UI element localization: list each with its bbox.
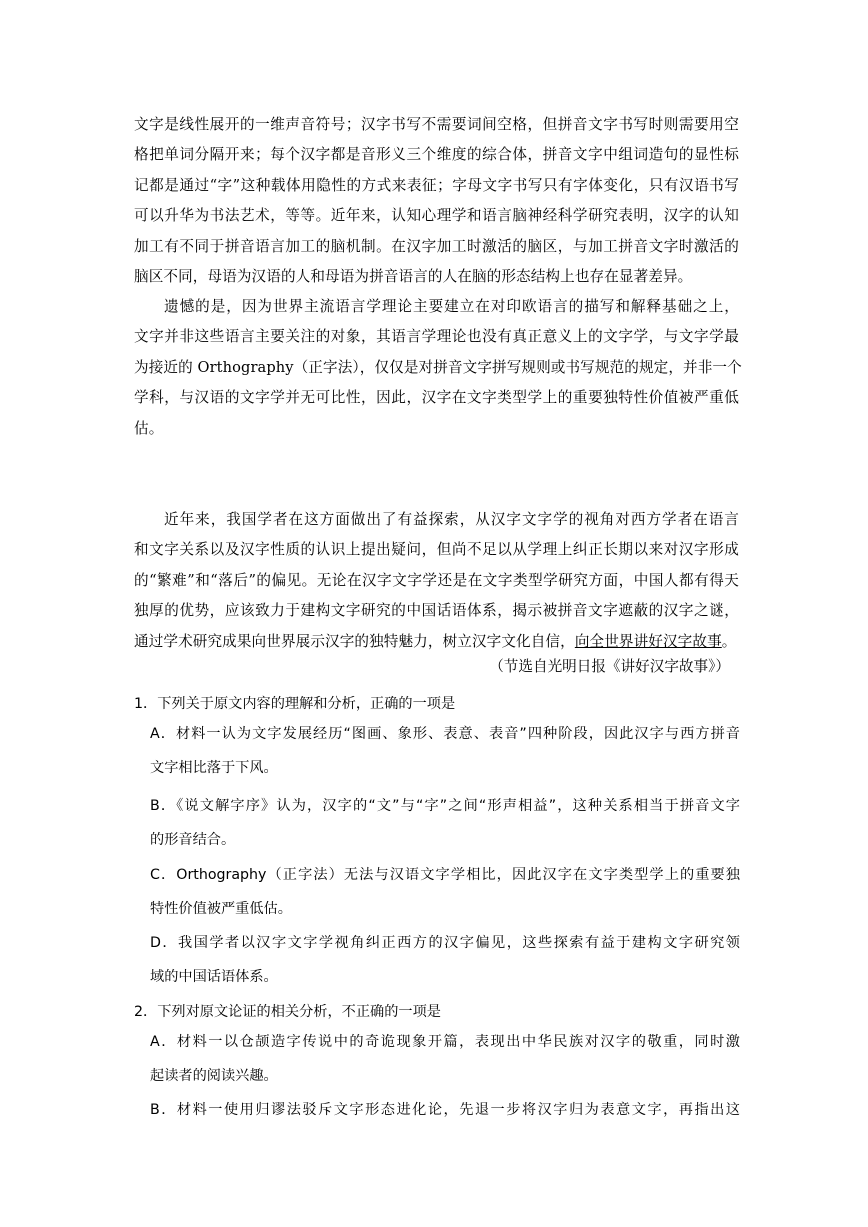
text-line: 可以升华为书法艺术，等等。近年来，认知心理学和语言脑神经科学研究表明，汉字的认知 xyxy=(134,207,739,225)
passage-paragraph-3 xyxy=(134,505,739,657)
question-1-option-b xyxy=(150,790,740,857)
passage-paragraph-1 xyxy=(134,110,739,292)
plain-text: 通过学术研究成果向世界展示汉字的独特魅力，树立汉字文化自信， xyxy=(134,632,575,650)
question-2-option-a xyxy=(150,1026,740,1093)
option-line: 域的中国话语体系。 xyxy=(150,968,278,985)
text-line: 为接近的 Orthography（正字法），仅仅是对拼音文字拼写规则或书写规范的规定，并非一个 xyxy=(134,358,742,376)
text-line: 估。 xyxy=(134,419,164,437)
text-line: 遗憾的是，因为世界主流语言学理论主要建立在对印欧语言的描写和解释基础之上， xyxy=(164,298,739,315)
option-line: A．材料一以仓颉造字传说中的奇诡现象开篇，表现出中华民族对汉字的敬重，同时激 xyxy=(150,1034,740,1050)
text-line: 脑区不同，母语为汉语的人和母语为拼音语言的人在脑的形态结构上也存在显著差异。 xyxy=(134,268,693,286)
question-1-option-a xyxy=(150,718,740,785)
question-1-stem: 1．下列关于原文内容的理解和分析，正确的一项是 xyxy=(134,696,456,712)
question-1-option-c xyxy=(150,859,740,926)
text-line: 记都是通过“字”这种载体用隐性的方式来表征；字母文字书写只有字体变化，只有汉语书写 xyxy=(134,176,739,194)
option-line: 特性价值被严重低估。 xyxy=(150,900,292,917)
text-line-final xyxy=(134,627,739,657)
option-line: A．材料一认为文字发展经历“图画、象形、表意、表音”四种阶段，因此汉字与西方拼音 xyxy=(150,726,740,742)
option-line: B．材料一使用归谬法驳斥文字形态进化论，先退一步将汉字归为表意文字，再指出这 xyxy=(150,1102,740,1118)
text-line: 文字是线性展开的一维声音符号；汉字书写不需要词间空格，但拼音文字书写时则需要用空 xyxy=(134,116,739,133)
underlined-text: 向全世界讲好汉字故事 xyxy=(574,632,722,650)
text-line: 和文字关系以及汉字性质的认识上提出疑问，但尚不足以从学理上纠正长期以来对汉字形成 xyxy=(134,541,739,559)
text-line: 学科，与汉语的文字学并无可比性，因此，汉字在文字类型学上的重要独特性价值被严重低 xyxy=(134,389,739,407)
option-line: 的形音结合。 xyxy=(150,831,236,848)
question-2-stem: 2．下列对原文论证的相关分析，不正确的一项是 xyxy=(134,1004,441,1020)
option-line: 文字相比落于下风。 xyxy=(150,759,278,776)
option-line: D．我国学者以汉字文字学视角纠正西方的汉字偏见，这些探索有益于建构文字研究领 xyxy=(150,935,740,951)
text-line: 格把单词分隔开来；每个汉字都是音形义三个维度的综合体，拼音文字中组词造句的显性标 xyxy=(134,146,739,164)
option-line: B．《说文解字序》认为，汉字的“文”与“字”之间“形声相益”，这种关系相当于拼音文字 xyxy=(150,798,740,814)
option-line: 起读者的阅读兴趣。 xyxy=(150,1067,278,1084)
source-citation: （节选自光明日报《讲好汉字故事》） xyxy=(489,658,730,675)
question-2-option-b xyxy=(150,1094,740,1128)
text-line: 近年来，我国学者在这方面做出了有益探索，从汉字文字学的视角对西方学者在语言 xyxy=(164,511,739,528)
text-line: 的“繁难”和“落后”的偏见。无论在汉字文字学还是在文字类型学研究方面，中国人都有得天 xyxy=(134,571,739,589)
text-line: 文字并非这些语言主要关注的对象，其语言学理论也没有真正意义上的文字学，与文字学最 xyxy=(134,328,739,346)
passage-paragraph-2 xyxy=(134,292,742,444)
period: 。 xyxy=(721,632,737,650)
text-line: 加工有不同于拼音语言加工的脑机制。在汉字加工时激活的脑区，与加工拼音文字时激活的 xyxy=(134,237,739,255)
text-line: 独厚的优势，应该致力于建构文字研究的中国话语体系，揭示被拼音文字遮蔽的汉字之谜， xyxy=(134,602,739,620)
question-1-option-d xyxy=(150,927,740,994)
option-line: C．Orthography（正字法）无法与汉语文字学相比，因此汉字在文字类型学上的重要独 xyxy=(150,867,740,883)
